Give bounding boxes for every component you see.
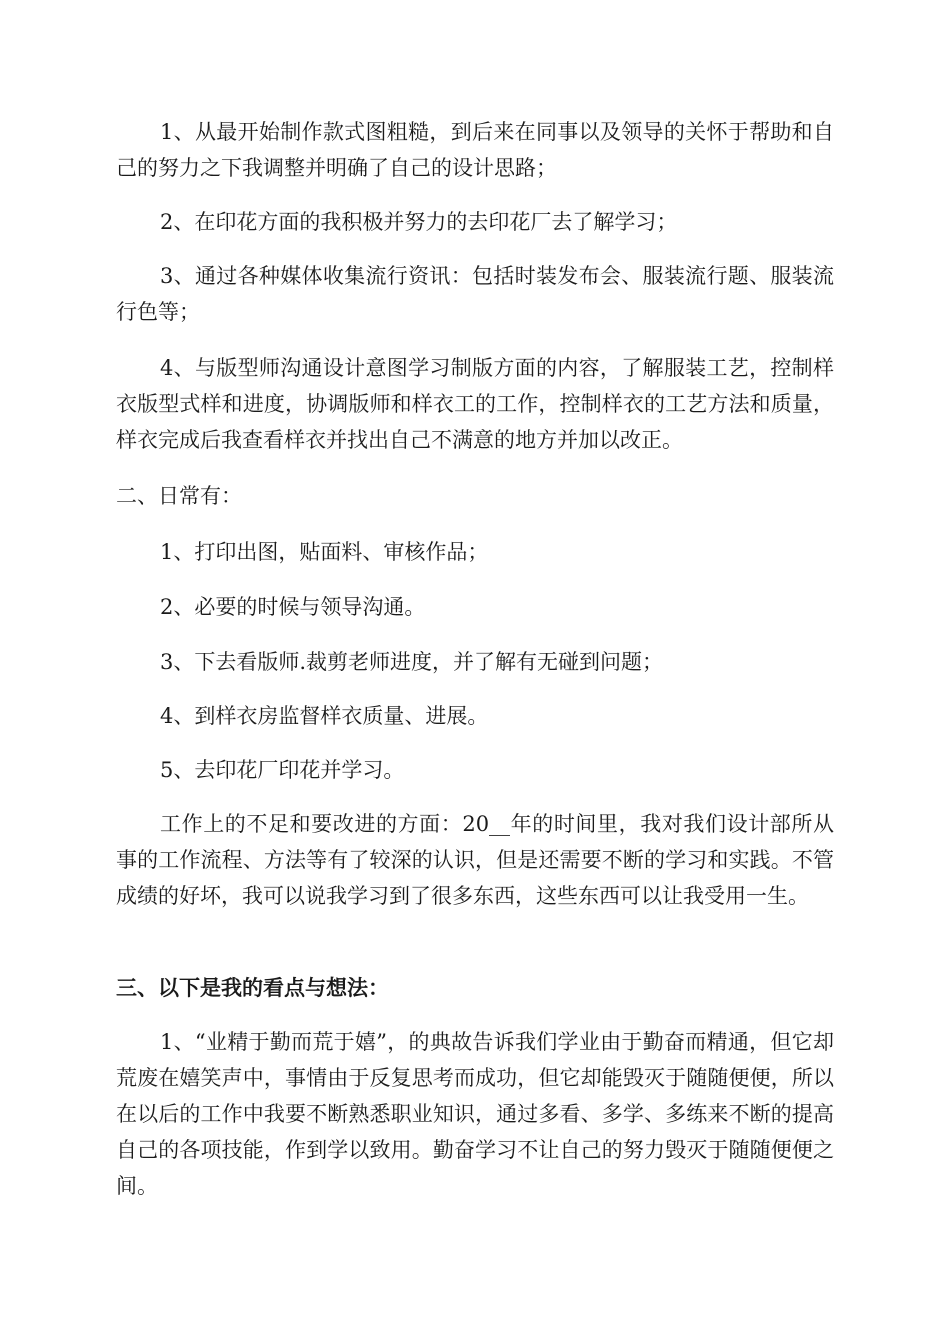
section-heading-thoughts: 三、以下是我的看点与想法：: [116, 975, 389, 1000]
list-item-daily-1: 1、打印出图，贴面料、审核作品；: [160, 540, 489, 564]
list-item-daily-2: 2、必要的时候与领导沟通。: [160, 595, 426, 619]
paragraph-design-progress: 1、从最开始制作款式图粗糙，到后来在同事以及领导的关怀于帮助和自己的努力之下我调整并明确了自己的设计思路；: [116, 120, 834, 180]
paragraph-pattern-communication: 4、与版型师沟通设计意图学习制版方面的内容，了解服装工艺，控制样衣版型式样和进度，协调版师和样衣工的工作，控制样衣的工艺方法和质量，样衣完成后我查看样衣并找出自己不满意的地方并加以改正。: [116, 356, 834, 452]
list-item-daily-4: 4、到样衣房监督样衣质量、进展。: [160, 704, 489, 728]
list-item-daily-5: 5、去印花厂印花并学习。: [160, 758, 405, 782]
paragraph-shortcomings: 工作上的不足和要改进的方面：20__年的时间里，我对我们设计部所从事的工作流程、方法等有了较深的认识，但是还需要不断的学习和实践。不管成绩的好坏，我可以说我学习到了很多东西，这些东西可以让我受用一生。: [116, 812, 834, 908]
section-heading-daily: 二、日常有：: [116, 484, 242, 508]
list-item-daily-3: 3、下去看版师.裁剪老师进度，并了解有无碰到问题；: [160, 650, 664, 674]
paragraph-diligence: 1、“业精于勤而荒于嬉”，的典故告诉我们学业由于勤奋而精通，但它却荒废在嬉笑声中，事情由于反复思考而成功，但它却能毁灭于随随便便，所以在以后的工作中我要不断熟悉职业知识，通过多看、多学、多练来不断的提高自己的各项技能，作到学以致用。勤奋学习不让自己的努力毁灭于随随便便之间。: [116, 1030, 834, 1198]
paragraph-printing-study: 2、在印花方面的我积极并努力的去印花厂去了解学习；: [160, 210, 678, 234]
paragraph-trend-collection: 3、通过各种媒体收集流行资讯：包括时装发布会、服装流行题、服装流行色等；: [116, 264, 834, 324]
